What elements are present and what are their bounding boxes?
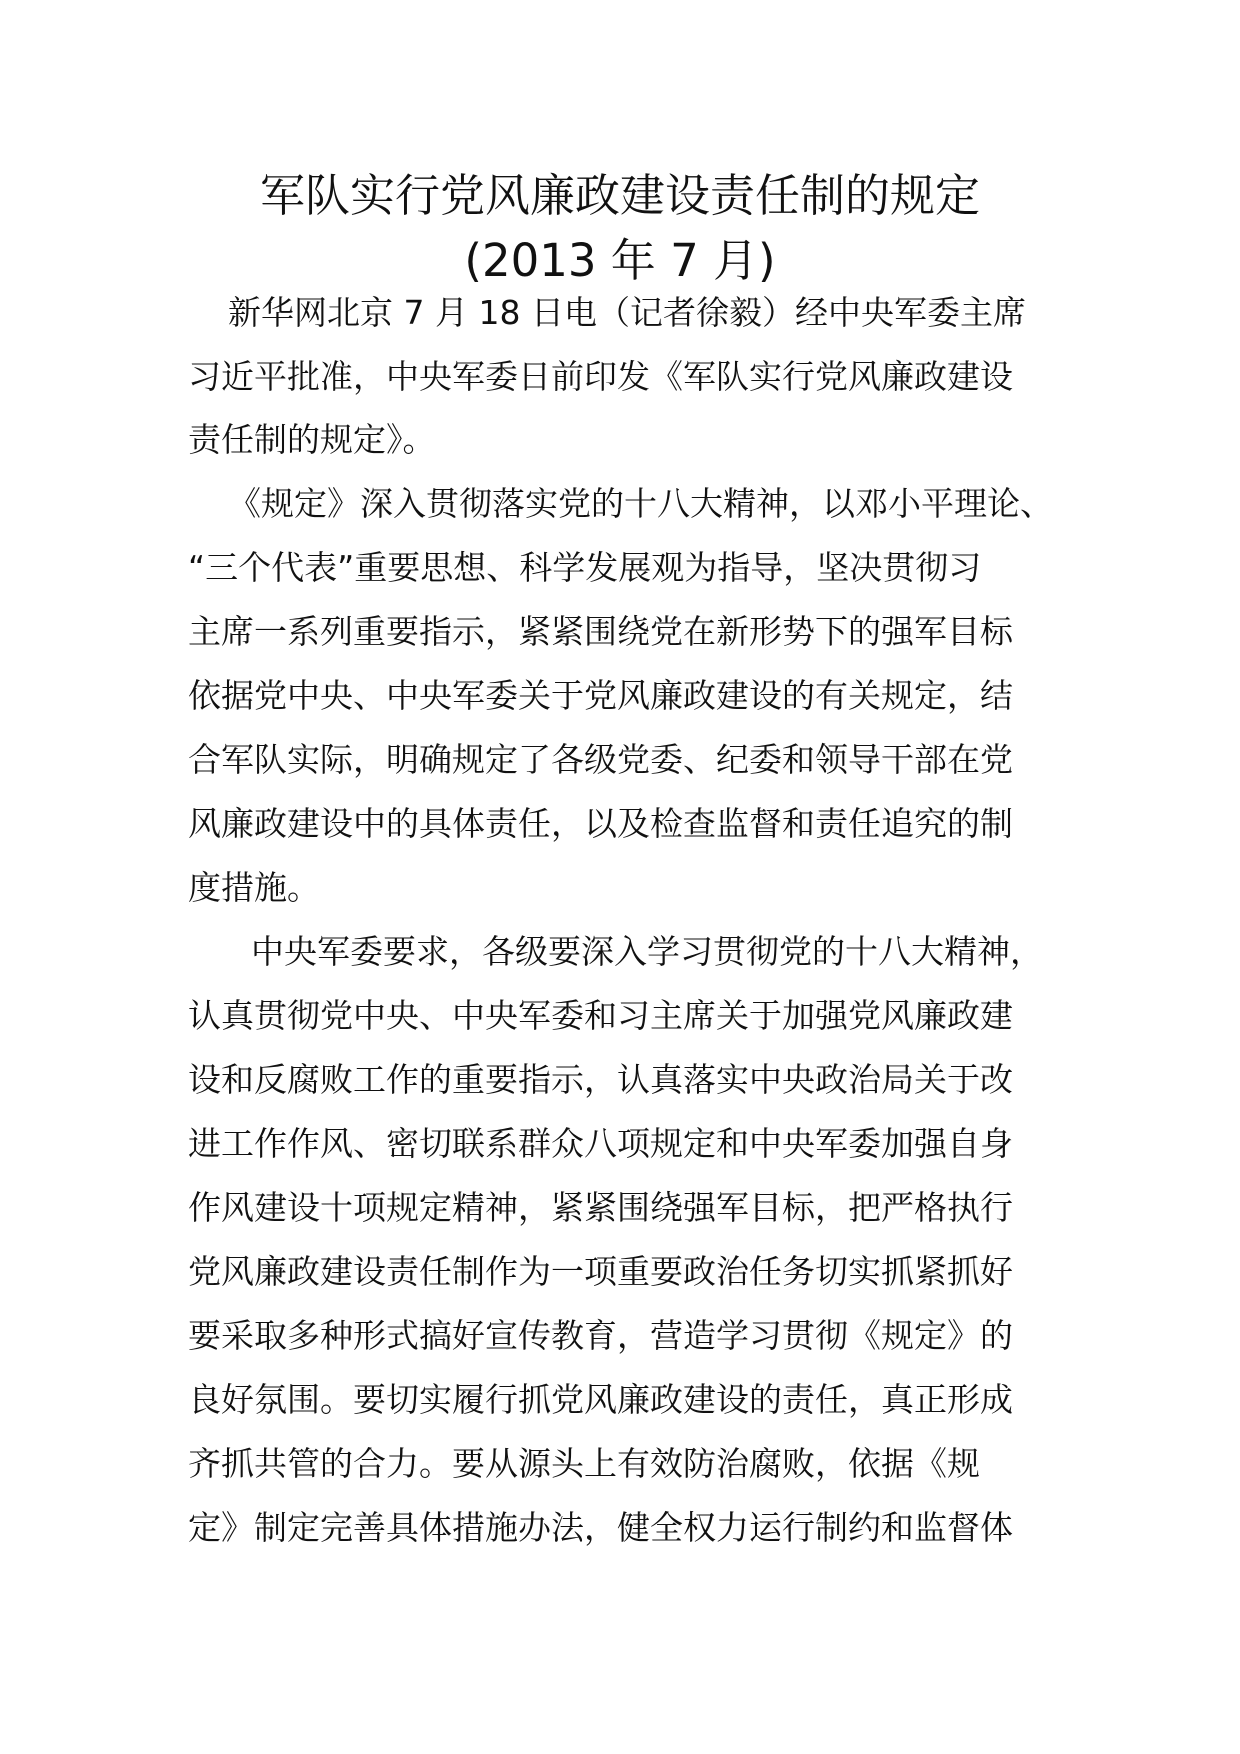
body-line-4: 《规定》深入贯彻落实党的十八大精神，以邓小平理论、 — [228, 484, 1053, 523]
body-line-20: 定》制定完善具体措施办法，健全权力运行制约和监督体 — [188, 1508, 1013, 1547]
document-date: (2013 年 7 月) — [464, 234, 776, 287]
body-line-15: 作风建设十项规定精神，紧紧围绕强军目标，把严格执行 — [188, 1188, 1013, 1227]
body-line-9: 风廉政建设中的具体责任，以及检查监督和责任追究的制 — [188, 804, 1013, 843]
body-line-10: 度措施。 — [188, 868, 320, 907]
body-line-5: “三个代表”重要思想、科学发展观为指导，坚决贯彻习 — [188, 548, 982, 587]
document-title: 军队实行党风廉政建设责任制的规定 — [259, 169, 980, 222]
body-line-7: 依据党中央、中央军委关于党风廉政建设的有关规定，结 — [188, 676, 1013, 715]
body-line-18: 良好氛围。要切实履行抓党风廉政建设的责任，真正形成 — [188, 1380, 1013, 1419]
body-line-17: 要采取多种形式搞好宣传教育，营造学习贯彻《规定》的 — [188, 1316, 1013, 1355]
body-line-13: 设和反腐败工作的重要指示，认真落实中央政治局关于改 — [188, 1060, 1013, 1099]
body-line-6: 主席一系列重要指示，紧紧围绕党在新形势下的强军目标 — [188, 612, 1013, 651]
body-line-2: 习近平批准，中央军委日前印发《军队实行党风廉政建设 — [188, 357, 1013, 396]
body-line-16: 党风廉政建设责任制作为一项重要政治任务切实抓紧抓好 — [188, 1252, 1013, 1291]
body-line-19: 齐抓共管的合力。要从源头上有效防治腐败，依据《规 — [188, 1444, 980, 1483]
body-line-1: 新华网北京 7 月 18 日电（记者徐毅）经中央军委主席 — [228, 293, 1026, 332]
body-line-12: 认真贯彻党中央、中央军委和习主席关于加强党风廉政建 — [188, 996, 1013, 1035]
body-line-8: 合军队实际，明确规定了各级党委、纪委和领导干部在党 — [188, 740, 1013, 779]
body-line-11: 中央军委要求，各级要深入学习贯彻党的十八大精神， — [251, 932, 1043, 971]
body-line-3: 责任制的规定》。 — [188, 420, 436, 459]
body-line-14: 进工作作风、密切联系群众八项规定和中央军委加强自身 — [188, 1124, 1013, 1163]
